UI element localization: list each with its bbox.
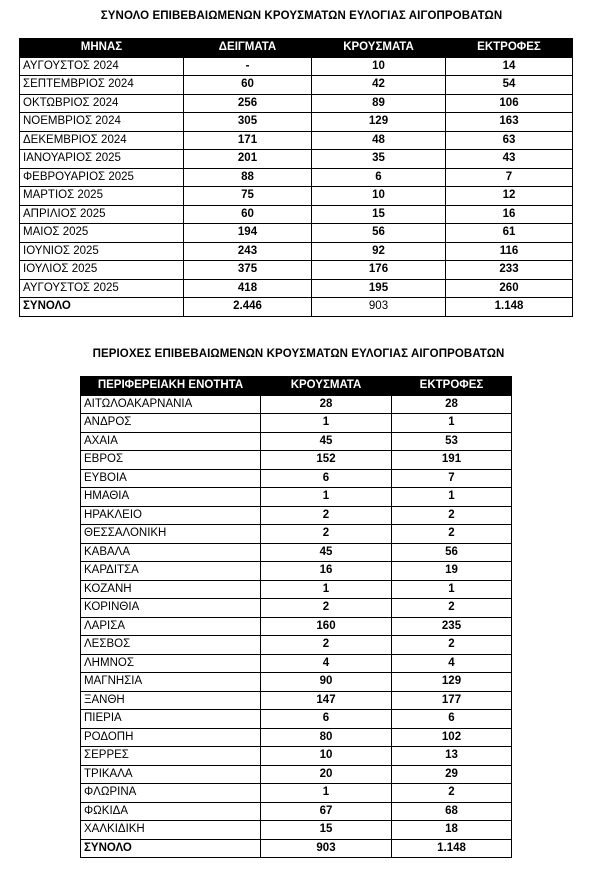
farms-cell: 163 bbox=[446, 113, 573, 132]
column-header-farms: ΕΚΤΡΟΦΕΣ bbox=[446, 39, 573, 58]
table-row bbox=[81, 580, 512, 599]
farms-cell: 18 bbox=[392, 821, 512, 840]
total-farms-cell: 1.148 bbox=[446, 298, 573, 317]
table-header-row bbox=[81, 377, 512, 396]
samples-cell: 171 bbox=[184, 131, 312, 150]
regional-cases-table bbox=[80, 376, 512, 858]
table-row bbox=[20, 57, 573, 76]
table-row bbox=[81, 432, 512, 451]
farms-cell: 12 bbox=[446, 187, 573, 206]
month-cell: ΜΑΙΟΣ 2025 bbox=[20, 224, 184, 243]
farms-cell: 4 bbox=[392, 654, 512, 673]
month-cell: ΙΑΝΟΥΑΡΙΟΣ 2025 bbox=[20, 150, 184, 169]
farms-cell: 2 bbox=[392, 599, 512, 618]
column-header-farms: ΕΚΤΡΟΦΕΣ bbox=[392, 377, 512, 396]
table-row bbox=[81, 636, 512, 655]
table-row bbox=[81, 802, 512, 821]
farms-cell: 54 bbox=[446, 76, 573, 95]
table-row bbox=[81, 673, 512, 692]
table-header-row bbox=[20, 39, 573, 58]
cases-cell: 35 bbox=[312, 150, 446, 169]
table-row bbox=[20, 131, 573, 150]
table-row bbox=[20, 150, 573, 169]
table-row bbox=[81, 747, 512, 766]
cases-cell: 147 bbox=[261, 691, 392, 710]
farms-cell: 235 bbox=[392, 617, 512, 636]
region-cell: ΧΑΛΚΙΔΙΚΗ bbox=[81, 821, 261, 840]
cases-cell: 2 bbox=[261, 525, 392, 544]
column-header-cases: ΚΡΟΥΣΜΑΤΑ bbox=[312, 39, 446, 58]
table-row bbox=[81, 728, 512, 747]
region-cell: ΜΑΓΝΗΣΙΑ bbox=[81, 673, 261, 692]
region-cell: ΑΝΔΡΟΣ bbox=[81, 414, 261, 433]
table-row bbox=[20, 113, 573, 132]
cases-cell: 2 bbox=[261, 506, 392, 525]
farms-cell: 68 bbox=[392, 802, 512, 821]
samples-cell: 88 bbox=[184, 168, 312, 187]
region-cell: ΚΑΡΔΙΤΣΑ bbox=[81, 562, 261, 581]
cases-cell: 129 bbox=[312, 113, 446, 132]
table-row bbox=[20, 76, 573, 95]
total-cases-cell: 903 bbox=[312, 298, 446, 317]
cases-cell: 2 bbox=[261, 636, 392, 655]
farms-cell: 16 bbox=[446, 205, 573, 224]
samples-cell: 305 bbox=[184, 113, 312, 132]
region-cell: ΛΑΡΙΣΑ bbox=[81, 617, 261, 636]
farms-cell: 1 bbox=[392, 580, 512, 599]
cases-cell: 10 bbox=[312, 57, 446, 76]
cases-cell: 92 bbox=[312, 242, 446, 261]
table-row bbox=[81, 599, 512, 618]
samples-cell: 201 bbox=[184, 150, 312, 169]
farms-cell: 56 bbox=[392, 543, 512, 562]
cases-cell: 15 bbox=[312, 205, 446, 224]
farms-cell: 13 bbox=[392, 747, 512, 766]
farms-cell: 191 bbox=[392, 451, 512, 470]
farms-cell: 53 bbox=[392, 432, 512, 451]
samples-cell: 75 bbox=[184, 187, 312, 206]
samples-cell: 194 bbox=[184, 224, 312, 243]
cases-cell: 6 bbox=[261, 710, 392, 729]
samples-cell: 60 bbox=[184, 76, 312, 95]
table-row bbox=[20, 187, 573, 206]
cases-cell: 152 bbox=[261, 451, 392, 470]
region-cell: ΑΧΑΙΑ bbox=[81, 432, 261, 451]
samples-cell: 243 bbox=[184, 242, 312, 261]
farms-cell: 233 bbox=[446, 261, 573, 280]
farms-cell: 63 bbox=[446, 131, 573, 150]
total-cases-cell: 903 bbox=[261, 839, 392, 858]
farms-cell: 177 bbox=[392, 691, 512, 710]
farms-cell: 116 bbox=[446, 242, 573, 261]
region-cell: ΚΟΡΙΝΘΙΑ bbox=[81, 599, 261, 618]
table-row bbox=[20, 224, 573, 243]
region-cell: ΡΟΔΟΠΗ bbox=[81, 728, 261, 747]
farms-cell: 43 bbox=[446, 150, 573, 169]
region-cell: ΣΕΡΡΕΣ bbox=[81, 747, 261, 766]
total-samples-cell: 2.446 bbox=[184, 298, 312, 317]
farms-cell: 2 bbox=[392, 784, 512, 803]
table-row bbox=[81, 654, 512, 673]
farms-cell: 1 bbox=[392, 414, 512, 433]
cases-cell: 45 bbox=[261, 432, 392, 451]
cases-cell: 48 bbox=[312, 131, 446, 150]
month-cell: ΣΕΠΤΕΜΒΡΙΟΣ 2024 bbox=[20, 76, 184, 95]
farms-cell: 19 bbox=[392, 562, 512, 581]
cases-cell: 80 bbox=[261, 728, 392, 747]
farms-cell: 260 bbox=[446, 279, 573, 298]
table-row bbox=[81, 469, 512, 488]
region-cell: ΗΜΑΘΙΑ bbox=[81, 488, 261, 507]
farms-cell: 106 bbox=[446, 94, 573, 113]
cases-cell: 6 bbox=[312, 168, 446, 187]
farms-cell: 28 bbox=[392, 395, 512, 414]
farms-cell: 2 bbox=[392, 506, 512, 525]
table-row bbox=[81, 543, 512, 562]
region-cell: ΦΛΩΡΙΝΑ bbox=[81, 784, 261, 803]
farms-cell: 102 bbox=[392, 728, 512, 747]
region-cell: ΕΒΡΟΣ bbox=[81, 451, 261, 470]
cases-cell: 1 bbox=[261, 784, 392, 803]
column-header-cases: ΚΡΟΥΣΜΑΤΑ bbox=[261, 377, 392, 396]
month-cell: ΙΟΥΝΙΟΣ 2025 bbox=[20, 242, 184, 261]
samples-cell: 256 bbox=[184, 94, 312, 113]
table-row bbox=[81, 414, 512, 433]
farms-cell: 129 bbox=[392, 673, 512, 692]
month-cell: ΑΥΓΟΥΣΤΟΣ 2025 bbox=[20, 279, 184, 298]
table-row bbox=[81, 506, 512, 525]
table-row bbox=[20, 94, 573, 113]
farms-cell: 14 bbox=[446, 57, 573, 76]
region-cell: ΗΡΑΚΛΕΙΟ bbox=[81, 506, 261, 525]
region-cell: ΛΕΣΒΟΣ bbox=[81, 636, 261, 655]
farms-cell: 7 bbox=[392, 469, 512, 488]
cases-cell: 89 bbox=[312, 94, 446, 113]
table-row bbox=[81, 691, 512, 710]
cases-cell: 176 bbox=[312, 261, 446, 280]
table1-title: ΣΥΝΟΛΟ ΕΠΙΒΕΒΑΙΩΜΕΝΩΝ ΚΡΟΥΣΜΑΤΩΝ ΕΥΛΟΓΙΑΣ ΑΙΓΟΠΡΟΒΑΤΩΝ bbox=[100, 10, 503, 22]
cases-cell: 10 bbox=[261, 747, 392, 766]
table2-title: ΠΕΡΙΟΧΕΣ ΕΠΙΒΕΒΑΙΩΜΕΝΩΝ ΚΡΟΥΣΜΑΤΩΝ ΕΥΛΟΓΙΑΣ ΑΙΓΟΠΡΟΒΑΤΩΝ bbox=[92, 348, 505, 360]
region-cell: ΤΡΙΚΑΛΑ bbox=[81, 765, 261, 784]
month-cell: ΜΑΡΤΙΟΣ 2025 bbox=[20, 187, 184, 206]
cases-cell: 6 bbox=[261, 469, 392, 488]
table-row bbox=[81, 821, 512, 840]
month-cell: ΙΟΥΛΙΟΣ 2025 bbox=[20, 261, 184, 280]
cases-cell: 67 bbox=[261, 802, 392, 821]
table-row bbox=[20, 205, 573, 224]
farms-cell: 1 bbox=[392, 488, 512, 507]
cases-cell: 195 bbox=[312, 279, 446, 298]
cases-cell: 56 bbox=[312, 224, 446, 243]
table-row bbox=[81, 395, 512, 414]
samples-cell: 375 bbox=[184, 261, 312, 280]
cases-cell: 1 bbox=[261, 488, 392, 507]
farms-cell: 2 bbox=[392, 525, 512, 544]
cases-cell: 160 bbox=[261, 617, 392, 636]
cases-cell: 16 bbox=[261, 562, 392, 581]
farms-cell: 7 bbox=[446, 168, 573, 187]
month-cell: ΦΕΒΡΟΥΑΡΙΟΣ 2025 bbox=[20, 168, 184, 187]
total-row bbox=[81, 839, 512, 858]
cases-cell: 90 bbox=[261, 673, 392, 692]
column-header-samples: ΔΕΙΓΜΑΤΑ bbox=[184, 39, 312, 58]
cases-cell: 2 bbox=[261, 599, 392, 618]
month-cell: ΝΟΕΜΒΡΙΟΣ 2024 bbox=[20, 113, 184, 132]
farms-cell: 6 bbox=[392, 710, 512, 729]
cases-cell: 15 bbox=[261, 821, 392, 840]
column-header-region: ΠΕΡΙΦΕΡΕΙΑΚΗ ΕΝΟΤΗΤΑ bbox=[81, 377, 261, 396]
cases-cell: 1 bbox=[261, 414, 392, 433]
table-row bbox=[81, 617, 512, 636]
table-row bbox=[81, 488, 512, 507]
cases-cell: 28 bbox=[261, 395, 392, 414]
table-row bbox=[81, 784, 512, 803]
farms-cell: 61 bbox=[446, 224, 573, 243]
region-cell: ΞΑΝΘΗ bbox=[81, 691, 261, 710]
farms-cell: 2 bbox=[392, 636, 512, 655]
region-cell: ΘΕΣΣΑΛΟΝΙΚΗ bbox=[81, 525, 261, 544]
samples-cell: - bbox=[184, 57, 312, 76]
month-cell: ΟΚΤΩΒΡΙΟΣ 2024 bbox=[20, 94, 184, 113]
region-cell: ΑΙΤΩΛΟΑΚΑΡΝΑΝΙΑ bbox=[81, 395, 261, 414]
column-header-month: ΜΗΝΑΣ bbox=[20, 39, 184, 58]
table-row bbox=[81, 451, 512, 470]
cases-cell: 42 bbox=[312, 76, 446, 95]
total-farms-cell: 1.148 bbox=[392, 839, 512, 858]
region-cell: ΠΙΕΡΙΑ bbox=[81, 710, 261, 729]
cases-cell: 10 bbox=[312, 187, 446, 206]
table-row bbox=[81, 562, 512, 581]
total-region-cell: ΣΥΝΟΛΟ bbox=[81, 839, 261, 858]
cases-cell: 4 bbox=[261, 654, 392, 673]
table-row bbox=[81, 710, 512, 729]
region-cell: ΚΟΖΑΝΗ bbox=[81, 580, 261, 599]
table-row bbox=[20, 168, 573, 187]
region-cell: ΕΥΒΟΙΑ bbox=[81, 469, 261, 488]
samples-cell: 60 bbox=[184, 205, 312, 224]
region-cell: ΚΑΒΑΛΑ bbox=[81, 543, 261, 562]
table-row bbox=[81, 765, 512, 784]
month-cell: ΔΕΚΕΜΒΡΙΟΣ 2024 bbox=[20, 131, 184, 150]
month-cell: ΑΥΓΟΥΣΤΟΣ 2024 bbox=[20, 57, 184, 76]
total-row bbox=[20, 298, 573, 317]
table-row bbox=[20, 279, 573, 298]
region-cell: ΛΗΜΝΟΣ bbox=[81, 654, 261, 673]
region-cell: ΦΩΚΙΔΑ bbox=[81, 802, 261, 821]
cases-cell: 20 bbox=[261, 765, 392, 784]
total-month-cell: ΣΥΝΟΛΟ bbox=[20, 298, 184, 317]
samples-cell: 418 bbox=[184, 279, 312, 298]
cases-cell: 1 bbox=[261, 580, 392, 599]
cases-cell: 45 bbox=[261, 543, 392, 562]
month-cell: ΑΠΡΙΛΙΟΣ 2025 bbox=[20, 205, 184, 224]
table-row bbox=[81, 525, 512, 544]
monthly-cases-table bbox=[19, 38, 573, 317]
table-row bbox=[20, 261, 573, 280]
farms-cell: 29 bbox=[392, 765, 512, 784]
table-row bbox=[20, 242, 573, 261]
